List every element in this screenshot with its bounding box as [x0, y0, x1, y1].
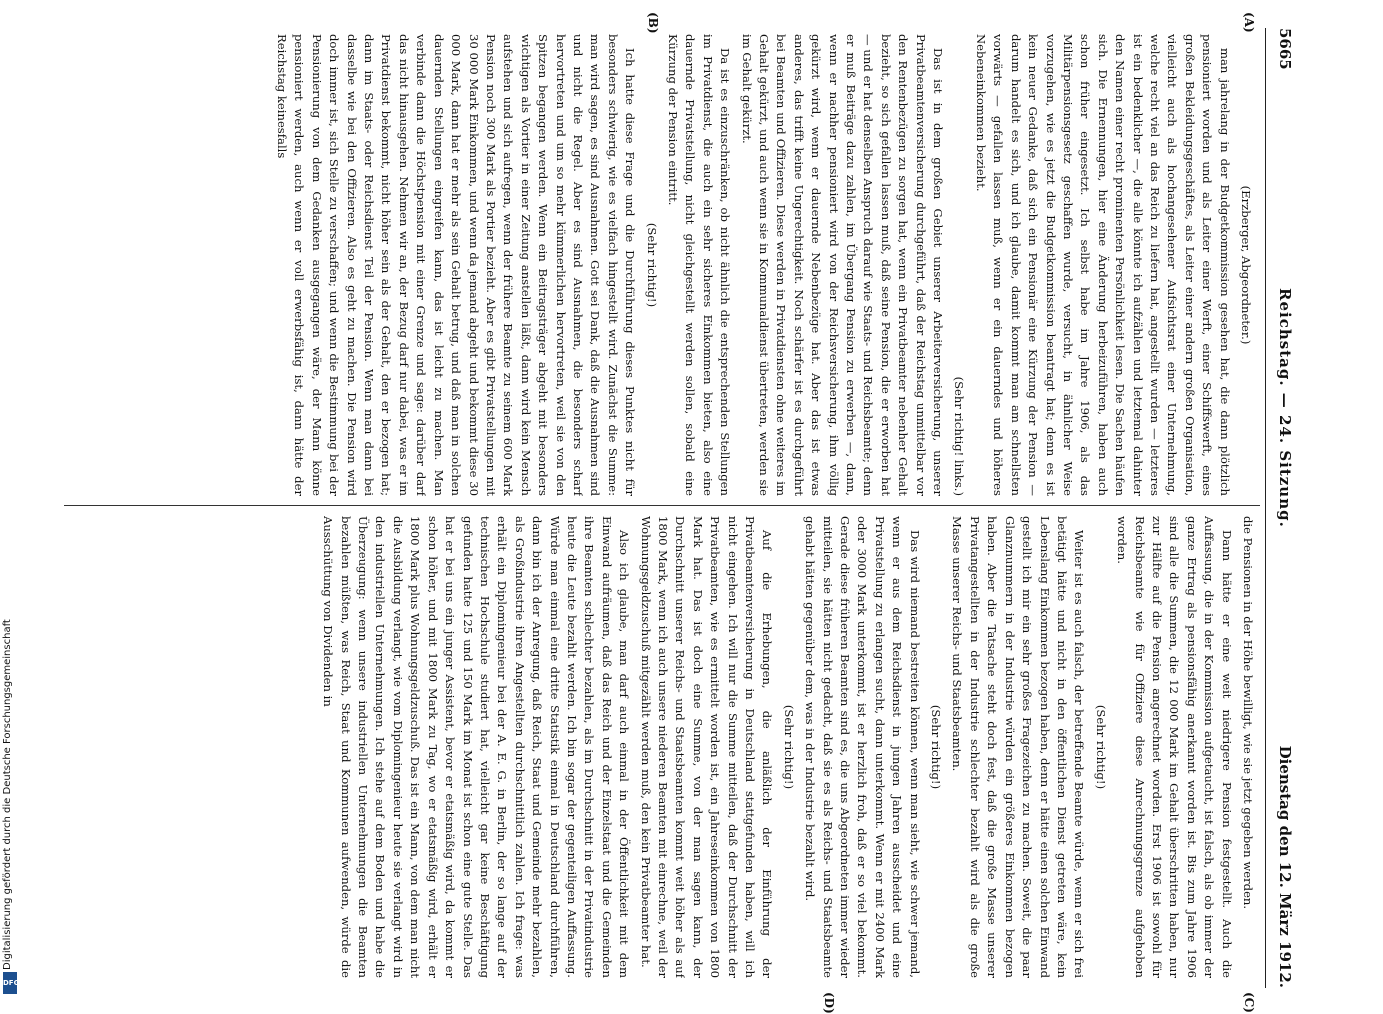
interjection: (Sehr richtig!)	[781, 704, 796, 790]
paragraph: Also ich glaube, man darf auch einmal in der Öffentlichkeit mit dem Einwand aufräumen, daß das Reich und der Einzelstaat und die Gemeinden ihre Beamten schlechter bezahlen, als im Durchschnitt in der Privatindustrie heute die Leute bezahlt werden. Ich bin sogar der gegenteiligen Auffassung. Würde man einmal eine dritte Statistik einmal in Deutschland durchführen, dann bin ich der Anregung, daß Reich, Staat und Gemeinde mehr bezahlen, als Großindustrie ihren Angestellten durchschnittlich zahlen. Ich frage: was erhält ein Diplomingenieur bei der A. E. G. in Berlin, der so lange auf der technischen Hochschule studiert hat, vielleicht gar keine Beschäftigung gefunden hatte 125 und 150 Mark im Monat ist schon eine gute Stelle. Das hat er bei uns ein junger Assistent, bevor er etatsmäßig wird, da kommt er schon höher, und mit 1800 Mark zu Tag, wo er etatsmäßig wird, erhält er 1800 Mark plus Wohnungsgeldzuschuß. Das ist ein Mann, von dem man nicht die Ausbildung verlangt, wie vom Diplomingenieur heute sie verlangt wird in den industriellen Unternehmungen. Ich stehe auf dem Boden und habe die Überzeugung: wenn unsere industriellen Unternehmungen die Beamten bezahlen müßten, was Reich, Staat und Kommunen aufwenden, würde die Ausschüttung von Dividenden in	[321, 516, 632, 978]
paragraph: Weiter ist es auch falsch, der betreffende Beamte würde, wenn er sich frei betätigt hätte und nicht in den öffentlichen Dienst getreten wäre, kein Lebenslang Einkommen bezogen haben, denn er hätte einen solchen Einwand gestellt ich mir ein sehr großes Fragezeichen zu machen. Soweit, die paar Glanznummern in der Industrie würden ein größeres Einkommen bezogen haben. Aber die Tatsache steht doch fest, daß die große Masse unserer Privatangestellten in der Industrie schlechter bezahlt wird als die große Masse unserer Reichs- und Staatsbeamten.	[950, 516, 1087, 978]
header-rule	[1265, 28, 1266, 988]
paragraph: Ich hatte diese Frage und die Durchführung dieses Punktes nicht für besonders schwierig, wie es vielfach hingestellt wird. Zunächst die Summe: man wird sagen, es sind Ausnahmen. Gott sei Dank, daß die Ausnahmen sind und nicht die Regel. Aber es sind Ausnahmen, die besonders scharf hervortreten und um so mehr kümmerlichen hervortreten, weil sie von den Spitzen begangen werden. Wenn ein Beitragsträger abgeht mit besonders wichtigen als Vortier in einer Zeitung anstellen läßt, dann wird kein Mensch aufstehen und sich aufregen, wenn der frühere Beamte zu seinem 600 Mark Pension noch 300 Mark als Portier bezieht. Aber es gibt Privatstellungen mit 30 000 Mark Einkommen, und wenn da jemand abgeht und bekommt diese 30 000 Mark, dann hat er mehr als sein Gehalt betrug, und daß man in solchen dauernden Stellungen eingreifen kann, das ist leicht zu machen. Man verbinde dann die Höchstpension mit einer Grenze und sage: darüber darf das nicht hinausgehen. Nehmen wir an, der Bezug darf nur dabei, was er im Privatdienst bekommt, nicht höher sein als der Gehalt, den er bezogen hat; dann im Staats- oder Reichsdienst Teil der Pension. Wenn man dann bei dasselbe wie bei den Offizieren. Also es geht zu machen. Die Pension wird doch immer ist, sich Stelle zu verschaffen; und wenn die Bestimmung bei der Pensionierung von dem Gedanken ausgegangen wäre, der Mann könne pensioniert werden, auch wenn er voll erwerbsfähig ist, dann hätte der Reichstag keinesfalls	[275, 34, 638, 496]
margin-marker-b: (B)	[646, 12, 660, 34]
interjection: (Sehr richtig! links.)	[952, 376, 967, 496]
interjection: (Sehr richtig!)	[929, 704, 944, 790]
digitization-strip	[0, 0, 20, 1000]
margin-marker-a: (A)	[1242, 12, 1256, 33]
newspaper-page	[55, 12, 1300, 1014]
dfg-logo: DFG	[3, 972, 17, 994]
digitization-note: Digitalisierung gefördert durch die Deutsche Forschungsgemeinschaft	[2, 619, 13, 970]
interjection: (Sehr richtig!)	[1093, 704, 1108, 790]
paragraph: Auf die Erhebungen, die anläßlich der Einführung der Privatbeamtenversicherung in Deutschland stattgefunden haben, will ich nicht eingehen. Ich will nur die Summe mitteilen, daß der Durchschnitt der Privatbeamten, wie es ermittelt worden ist, ein Jahreseinkommen von 1800 Mark hat. Das ist doch eine Summe, von der man sagen kann, der Durchschnitt unserer Reichs- und Staatsbeamten kommt weit höher als auf 1800 Mark, wenn ich auch unsere niederen Beamten mit einrechne, weil der Wohnungsgeldzuschuß mitgezählt werden muß, den kein Privatbeamter hat.	[638, 516, 775, 978]
left-column	[66, 34, 1256, 496]
header-title: Reichstag. — 24. Sitzung.	[1276, 288, 1294, 528]
paragraph: man jahrelang in der Budgetkommission gesehen hat, die dann plötzlich pensioniert worden und als Leiter einer Werft, einer Schiffswerft, eines großen Bekleidungsgeschäftes, als Leiter einer andern großen Organisation, vielleicht auch als hochangesehener Aufsichtsrat einer Unternehmung, welche recht viel an das Reich zu liefern hat, angestellt wurden — letzteres ist ein bedenklicher —, die alle könnte ich aufzählen und letztemal dahinter den Namen einer recht prominenten Persönlichkeit lesen. Die Sachen häufen sich. Die Ernennungen, hier eine Änderung herbeizuführen, haben auch schon früher eingesetzt. Ich selbst habe im Jahre 1906, als das Militärpensionsgesetz geschaffen wurde, versucht, in ähnlicher Weise vorzugehen, wie es jetzt die Budgetkommission beantragt hat; denn es ist kein neuer Gedanke, daß sich ein Pensionär eine Kürzung der Pension — darum handelt es sich, und ich glaube, damit kommt man am schnellsten vorwärts — gefallen lassen muß, wenn er ein dauerndes und höheres Nebeneinkommen bezieht.	[973, 34, 1232, 496]
paragraph: Dann hätte er eine weit niedrigere Pension festgestellt. Auch die Auffassung, die in der Kommission aufgetaucht, ist falsch, als ob immer der ganze Ertrag als pensionsfähig anerkannt worden ist. Bis zum Jahre 1906 sind alle die Summen, die 12 000 Mark im Gehalt überschritten haben, nur zur Hälfte auf die Pension angerechnet worden. Erst 1906 ist sowohl für Reichsbeamte wie für Offiziere diese Anrechnungsgrenze aufgehoben worden.	[1115, 516, 1234, 978]
paragraph: Das ist in dem großen Gebiet unserer Arbeiterversicherung, unserer Privatbeamtenversicherung durchgeführt, daß der Reichstag unmittelbar vor den Rentenbezügen zu sorgen hat, wenn ein Privatbeamter nebenher Gehalt bezieht, so sich gefallen lassen muß, daß seine Pension, die er erworben hat — und er hat denselben Anspruch darauf wie Staats- und Reichsbeamte; denn er muß Beiträge dazu zahlen, im Übergang Pension zu erwerben —, dann, wenn er nachher pensioniert wird von der Reichsversicherung, ihm völlig gekürzt wird, wenn er dauernde Nebenbezüge hat. Aber das ist etwas anderes, das trifft keine Ungerechtigkeit. Noch schärfer ist es durchgeführt bei Beamten und Offizieren. Diese werden in Privatdiensten ohne weiteres im Gehalt gekürzt, und auch wenn sie in Kommunaldienst übertreten, werden sie im Gehalt gekürzt.	[739, 34, 946, 496]
paragraph: Das wird niemand bestreiten können, wenn man sieht, wie schwer jemand, wenn er aus dem Reichsdienst in jungen Jahren ausscheidet und eine Privatstellung zu erlangen sucht, dann unterkommt. Wenn er mit 2400 Mark oder 3000 Mark unterkommt, ist er herzlich froh, daß er so viel bekommt. Gerade diese früheren Beamten sind es, die uns Abgeordneten immer wieder mitteilen, sie hätten nicht gedacht, daß sie es als Reichs- und Staatsbeamte gehabt hätten gegenüber dem, was in der Industrie bezahlt wird.	[803, 516, 922, 978]
interjection: (Sehr richtig!)	[644, 222, 659, 308]
page-header	[1266, 28, 1300, 988]
paragraph: die Pensionen in der Höhe bewilligt, wie sie jetzt gegeben werden.	[1241, 516, 1255, 910]
right-column	[66, 516, 1256, 978]
paragraph: Da ist es einzuschränken, ob nicht ähnlich die entsprechenden Stellungen im Privatdienst, die auch ein sehr sicheres Einkommen bieten, also eine dauernde Privatstellung, nicht gleichgestellt werden sollen, sobald eine Kürzung der Pension eintritt.	[666, 34, 733, 496]
speaker-line: (Erzberger, Abgeordneter.)	[1239, 185, 1253, 345]
margin-marker-d: (D)	[822, 992, 836, 1014]
column-divider	[64, 505, 1260, 506]
page-number: 5665	[1276, 28, 1294, 70]
margin-marker-c: (C)	[1242, 992, 1256, 1013]
header-date: Dienstag den 12. März 1912.	[1276, 745, 1294, 988]
